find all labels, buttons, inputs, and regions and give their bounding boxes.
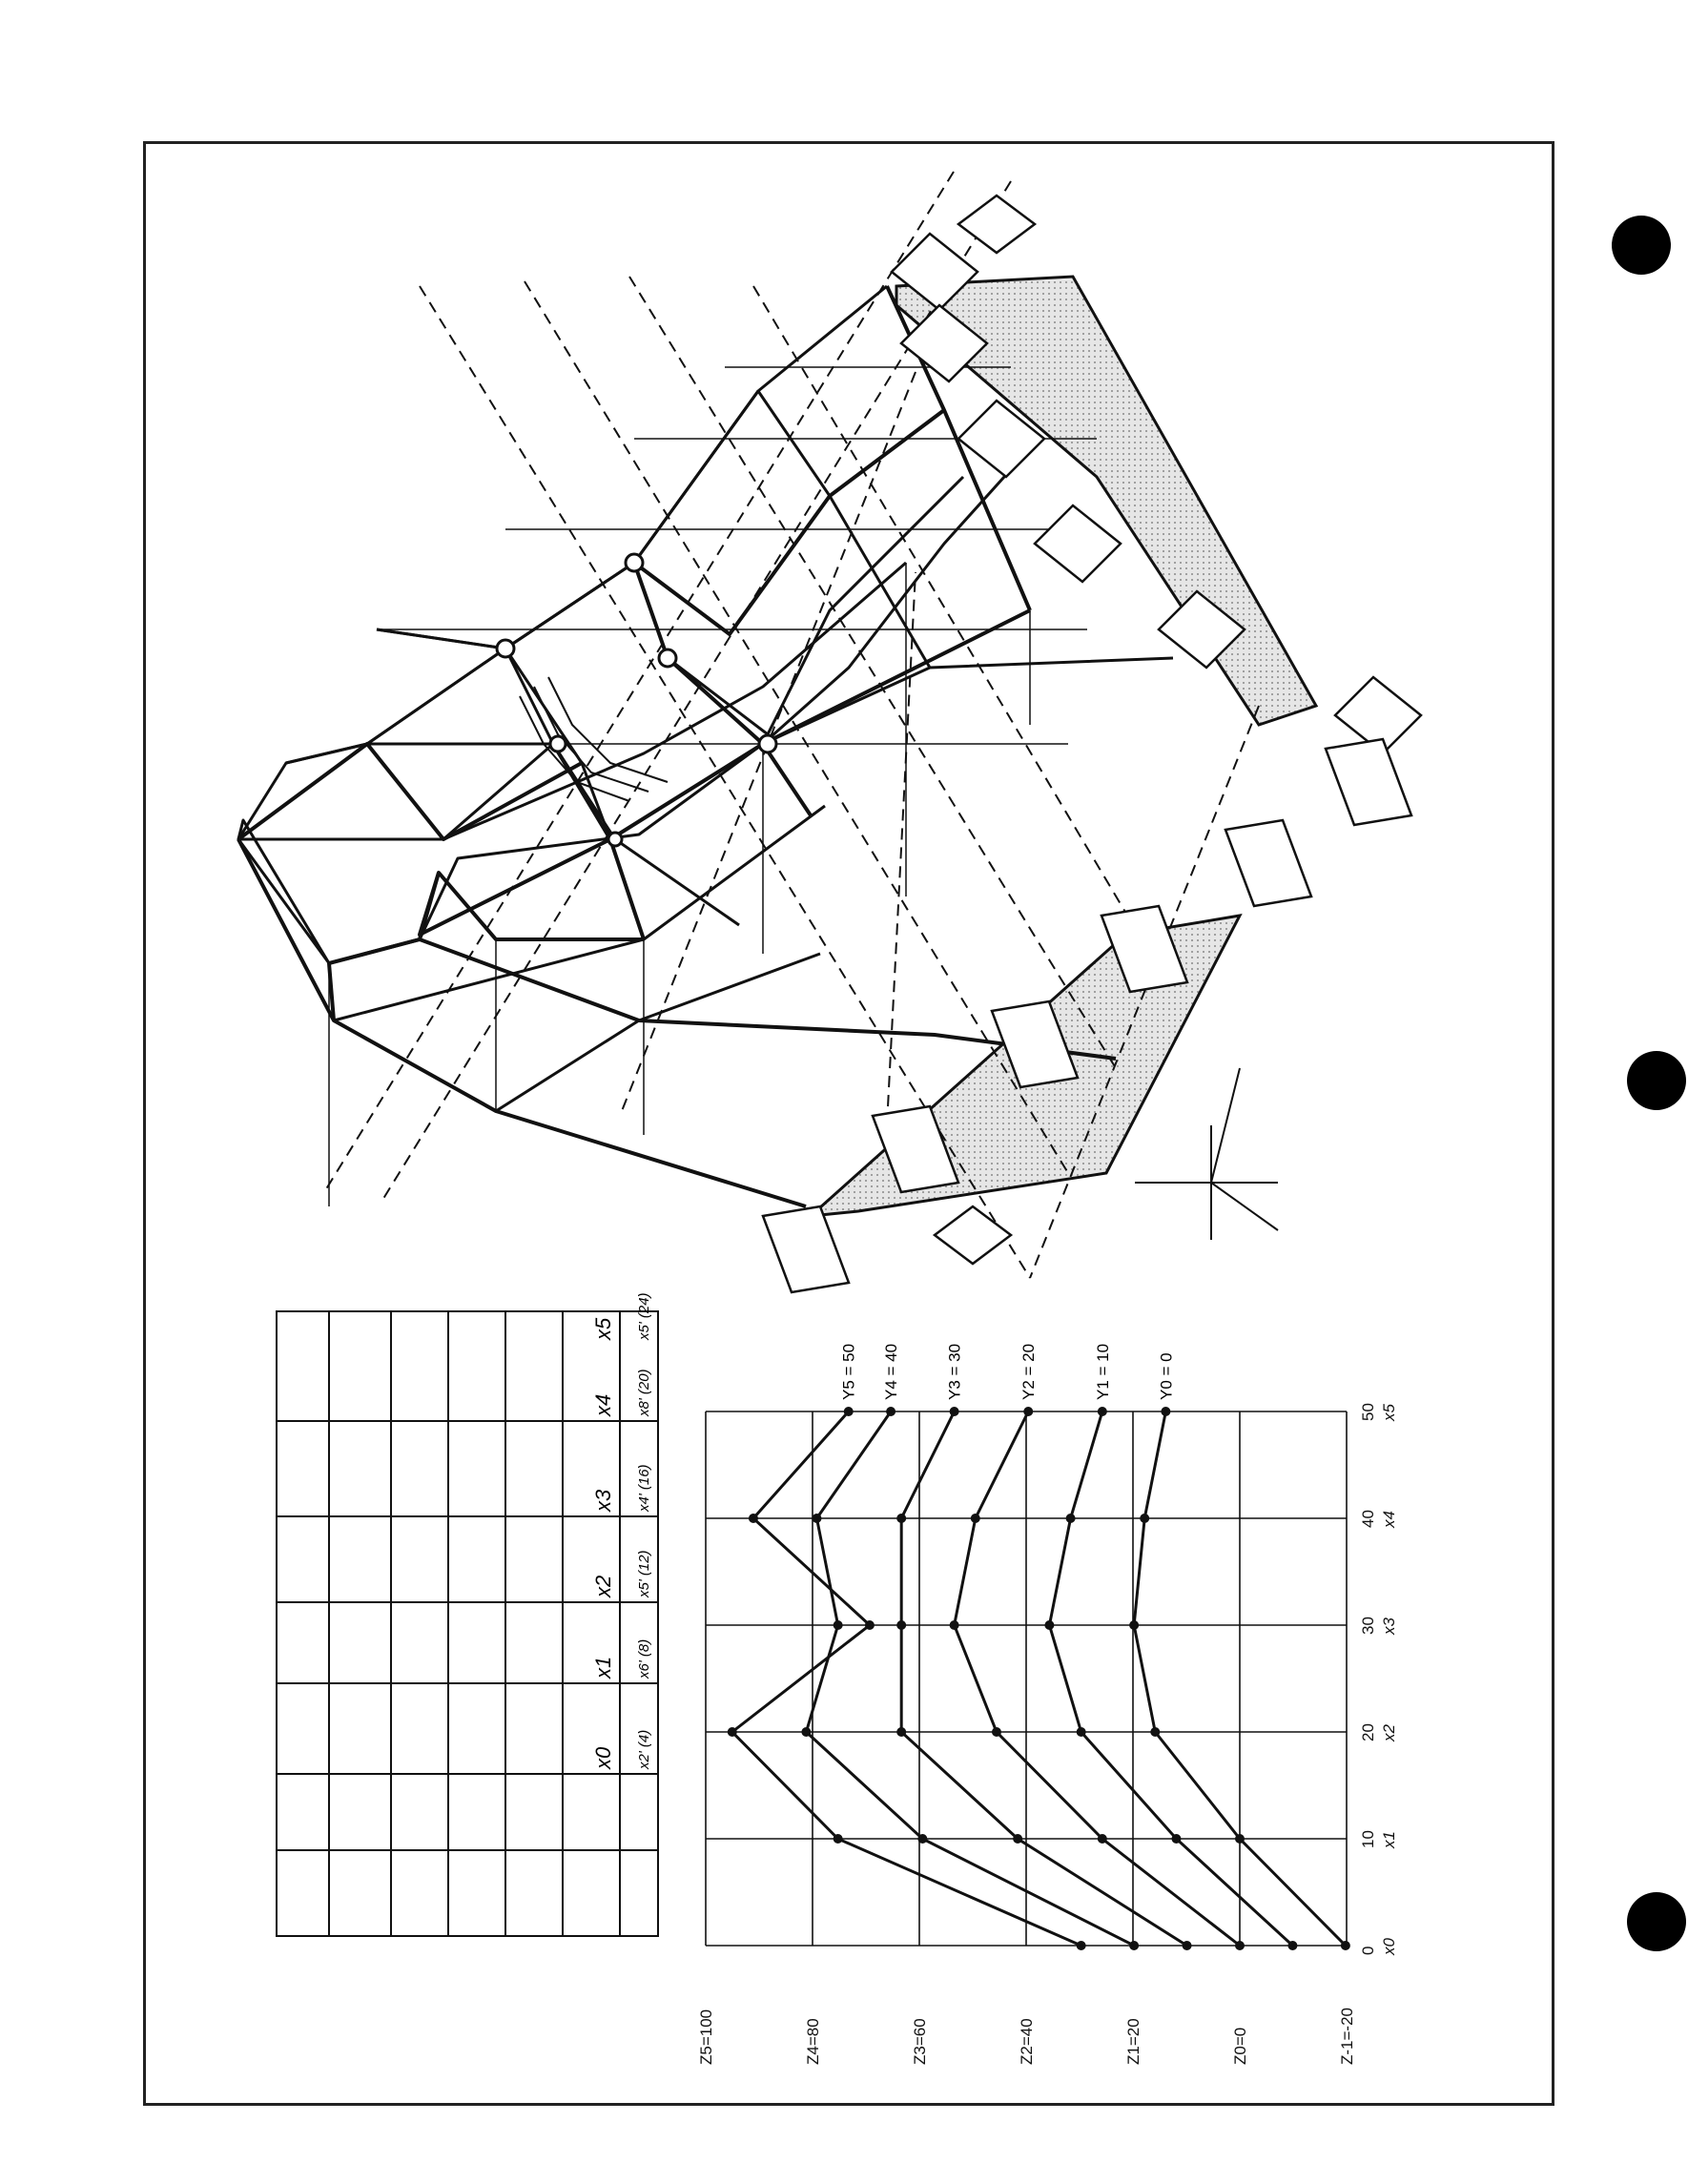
table-x-scaled-cell: x6' (8) [636, 1638, 652, 1679]
chart-z-tick-label: Z1=20 [1124, 2018, 1142, 2065]
chart-x-tick-sublabel: x5 [1380, 1404, 1398, 1421]
table-x-scaled-cell: x2' (4) [636, 1729, 652, 1769]
chart-data-point [1235, 1834, 1245, 1844]
table-cells [591, 1292, 652, 1770]
point-p43 [497, 640, 514, 657]
point-p33 [550, 736, 566, 752]
chart-data-point [834, 1834, 843, 1844]
chart-x-tick-label: 0 [1359, 1946, 1377, 1955]
chart-data-point [1161, 1407, 1170, 1416]
chart-series-line [732, 1411, 1081, 1946]
chart-data-point [1171, 1834, 1181, 1844]
chart-data-point [1129, 1941, 1139, 1950]
edge-x2y5 [238, 820, 329, 963]
chart-data-point [812, 1514, 821, 1523]
chart-data-point [844, 1407, 854, 1416]
table-x-scaled-cell: x5' (24) [636, 1292, 652, 1340]
chart-data-point [834, 1620, 843, 1630]
row-m2 [634, 410, 944, 634]
chart-data-point [992, 1727, 1001, 1737]
row-m1 [377, 391, 758, 649]
crest-x4 [238, 744, 582, 839]
point-p22 [759, 735, 776, 752]
chart-series-line [806, 1411, 1134, 1946]
chart-data-point [1183, 1941, 1192, 1950]
chart-data-point [971, 1514, 980, 1523]
table-x-label-cell: x3 [591, 1489, 615, 1512]
chart-data-point [1077, 1941, 1086, 1950]
chart-data-point [950, 1620, 959, 1630]
table-x-scaled-cell: x8' (20) [636, 1369, 652, 1416]
chart-series-label: Y0 = 0 [1157, 1352, 1176, 1400]
chart-x-tick-sublabel: x4 [1380, 1511, 1398, 1528]
chart-x-tick-label: 20 [1359, 1723, 1377, 1741]
point-p42 [626, 554, 643, 571]
chart-data-point [896, 1727, 906, 1737]
chart-x-tick-sublabel: x0 [1380, 1938, 1398, 1955]
chart-series-label: Y2 = 20 [1019, 1343, 1039, 1400]
table-x-label-cell: x2 [591, 1575, 615, 1597]
chart-data-point [1066, 1514, 1076, 1523]
chart-data-point [1235, 1941, 1245, 1950]
chart-data-point [749, 1514, 758, 1523]
chart-x-tick-label: 40 [1359, 1510, 1377, 1528]
chart-data-point [1150, 1727, 1160, 1737]
scale-indicator [1135, 1068, 1278, 1240]
chart-data-point [886, 1407, 895, 1416]
chart-data-point [1098, 1834, 1107, 1844]
chart-data-point [1013, 1834, 1022, 1844]
chart-z-tick-label: Z0=0 [1231, 2027, 1249, 2065]
edge-x1 [329, 873, 644, 1020]
line-chart [697, 1344, 1398, 2065]
chart-data-point [801, 1727, 811, 1737]
surface-diagram [238, 172, 1421, 1292]
point-p32 [659, 649, 676, 667]
chart-x-tick-sublabel: x3 [1380, 1617, 1398, 1635]
point-p23 [608, 833, 622, 846]
chart-series-label: Y4 = 40 [882, 1343, 901, 1400]
chart-data-point [1129, 1620, 1139, 1630]
table-x-label-cell: x5 [591, 1317, 615, 1340]
chart-data-point [1287, 1941, 1297, 1950]
chart-series-label: Y5 = 50 [839, 1343, 858, 1400]
chart-x-tick-label: 50 [1359, 1403, 1377, 1421]
chart-z-tick-label: Z-1=-20 [1338, 2008, 1356, 2065]
chart-series-label: Y1 = 10 [1093, 1343, 1112, 1400]
chart-data-point [728, 1727, 737, 1737]
chart-data-point [950, 1407, 959, 1416]
chart-x-tick-label: 10 [1359, 1830, 1377, 1848]
assumed-data-table [277, 1292, 658, 1936]
chart-series-label: Y3 = 30 [945, 1343, 964, 1400]
chart-data-point [1140, 1514, 1149, 1523]
chart-series [728, 1344, 1350, 1950]
chart-data-point [896, 1514, 906, 1523]
row-crest2 [367, 744, 739, 925]
chart-data-point [1044, 1620, 1054, 1630]
chart-data-point [1077, 1727, 1086, 1737]
chart-series-line [1049, 1411, 1292, 1946]
chart-data-point [917, 1834, 927, 1844]
table-x-label-cell: x4 [591, 1393, 615, 1416]
chart-z-tick-label: Z3=60 [911, 2018, 929, 2065]
chart-z-tick-label: Z2=40 [1018, 2018, 1036, 2065]
table-x-label-cell: x1 [591, 1656, 615, 1679]
ridge-main [329, 939, 1116, 1059]
table-x-scaled-cell: x5' (12) [636, 1550, 652, 1597]
chart-x-tick-sublabel: x2 [1380, 1724, 1398, 1741]
row-m4 [763, 448, 1030, 744]
chart-data-point [1023, 1407, 1033, 1416]
chart-data-point [1098, 1407, 1107, 1416]
chart-z-tick-label: Z5=100 [697, 2009, 715, 2065]
chart-x-tick-label: 30 [1359, 1617, 1377, 1635]
table-x-scaled-cell: x4' (16) [636, 1464, 652, 1512]
col-1 [377, 629, 553, 839]
chart-data-point [896, 1620, 906, 1630]
chart-z-tick-label: Z4=80 [804, 2018, 822, 2065]
chart-x-tick-sublabel: x1 [1380, 1831, 1398, 1848]
row-y5-ridge [496, 954, 820, 1111]
chart-series-line [955, 1411, 1240, 1946]
chart-data-point [1341, 1941, 1350, 1950]
table-x-label-cell: x0 [591, 1746, 615, 1769]
chart-data-point [865, 1620, 875, 1630]
